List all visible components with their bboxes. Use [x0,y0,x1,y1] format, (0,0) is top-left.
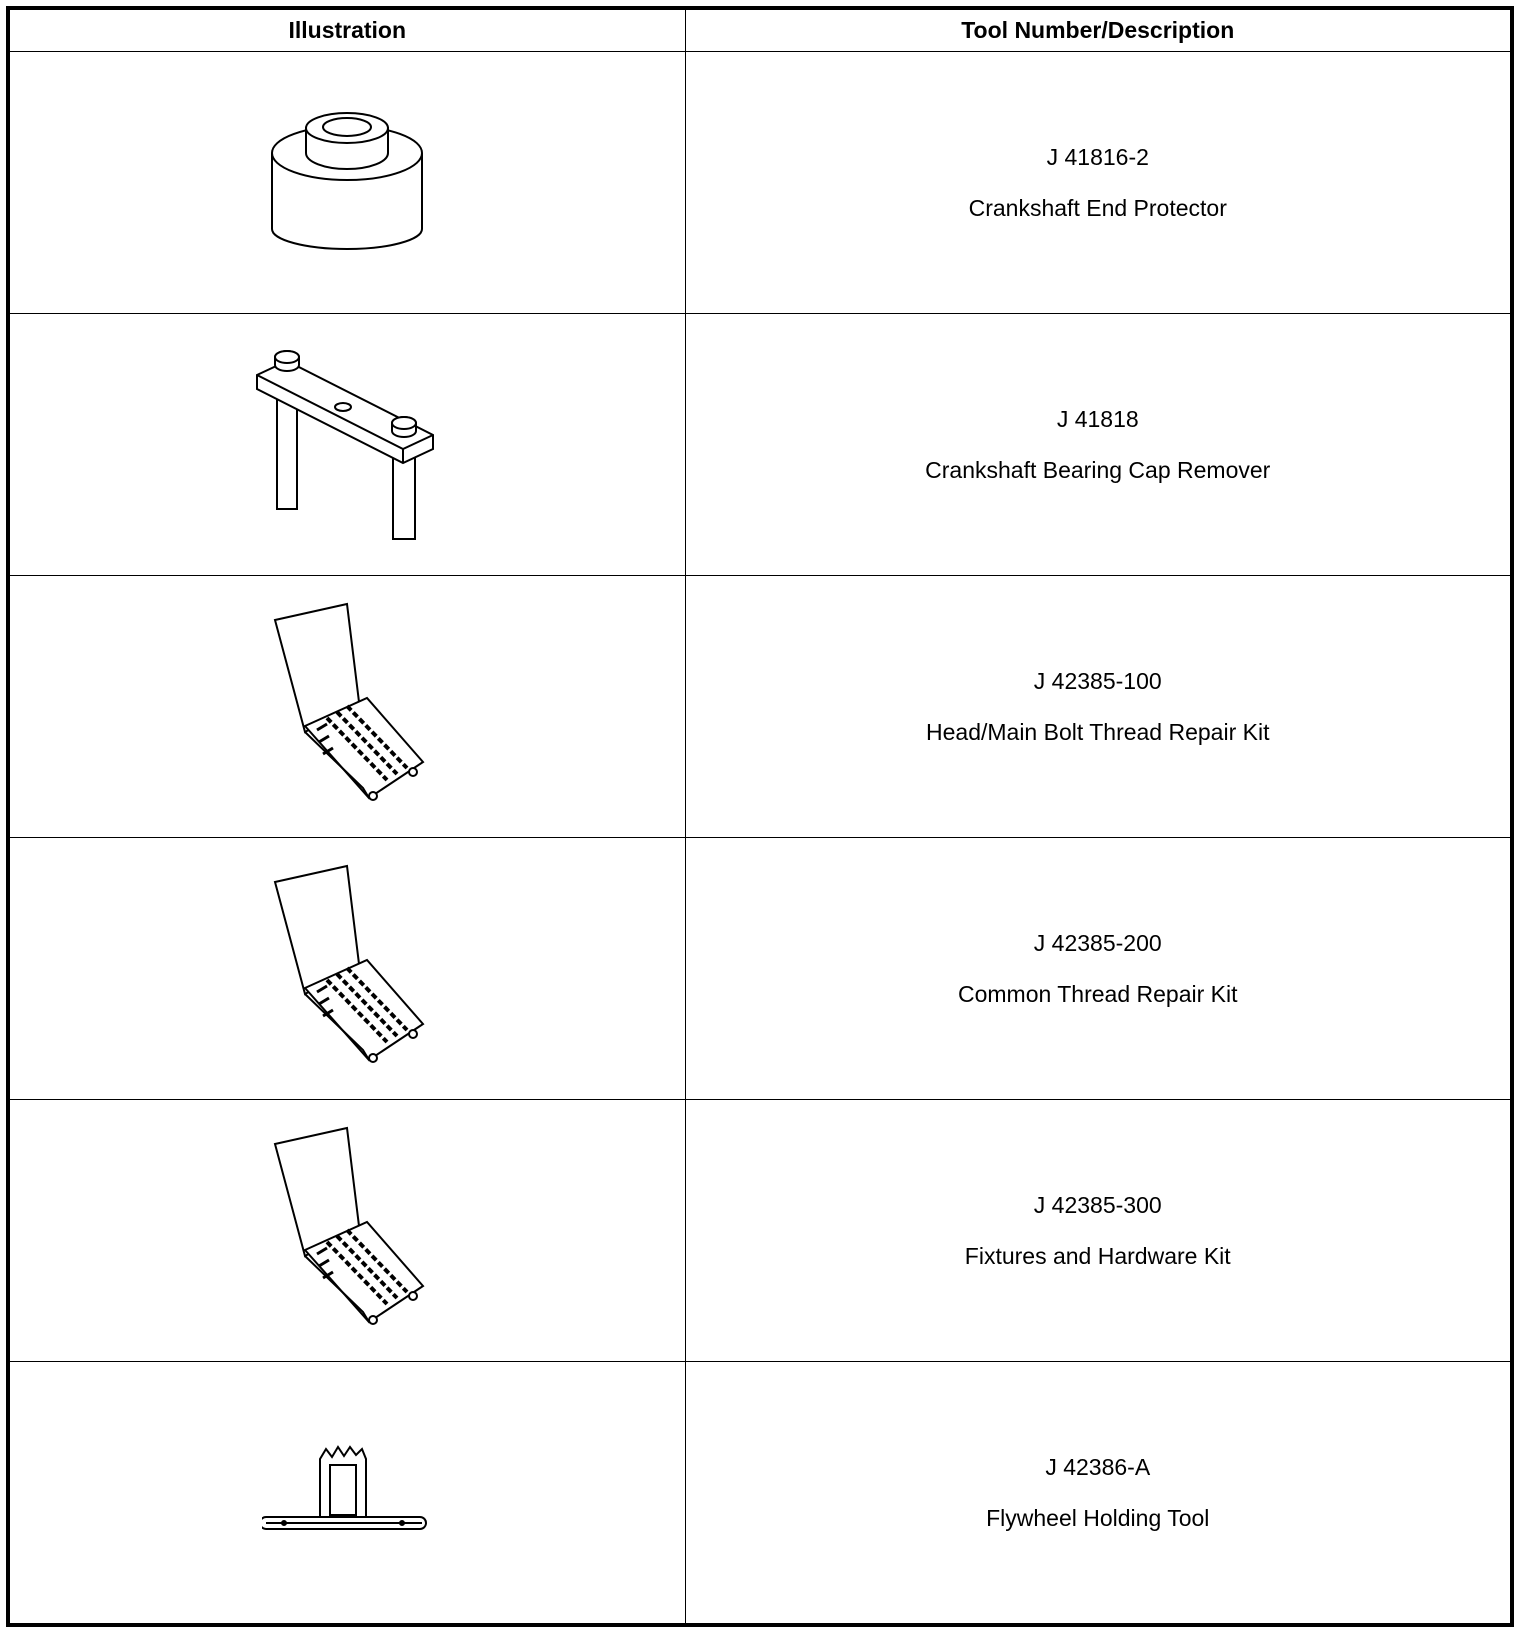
tool-description: Crankshaft End Protector [968,194,1227,221]
description-cell [685,576,1512,838]
tool-description: Fixtures and Hardware Kit [964,1242,1231,1269]
tool-description: Head/Main Bolt Thread Repair Kit [926,718,1270,745]
tool-number: J 42385-100 [1033,667,1162,694]
table-row [8,576,1512,838]
flywheel-holding-tool-icon [262,1443,432,1543]
tool-description: Common Thread Repair Kit [957,980,1238,1007]
illustration-cell [8,1100,685,1362]
tool-number: J 41818 [1056,405,1139,432]
table-row [8,52,1512,314]
description-cell [685,314,1512,576]
bearing-cap-remover-icon [247,345,447,545]
thread-repair-kit-case-icon [267,602,427,812]
table-row [8,1100,1512,1362]
illustration-cell [8,576,685,838]
description-cell [685,1362,1512,1626]
table-row [8,1362,1512,1626]
description-cell [685,1100,1512,1362]
tool-number: J 41816-2 [1046,143,1149,170]
illustration-cell [8,314,685,576]
special-tools-table [6,6,1514,1627]
description-cell [685,52,1512,314]
illustration-cell [8,52,685,314]
tool-number: J 42385-300 [1033,1191,1162,1218]
table-row [8,838,1512,1100]
illustration-column-header: Illustration [8,8,685,52]
illustration-cell [8,1362,685,1626]
tool-description: Flywheel Holding Tool [986,1504,1210,1531]
thread-repair-kit-case-icon [267,1126,427,1336]
table-row [8,314,1512,576]
tool-number: J 42386-A [1045,1453,1151,1480]
illustration-cell [8,838,685,1100]
tool-number: J 42385-200 [1033,929,1162,956]
tool-description: Crankshaft Bearing Cap Remover [925,456,1271,483]
header-row [8,8,1512,52]
description-column-header: Tool Number/Description [685,8,1512,52]
crankshaft-end-protector-icon [262,103,432,263]
thread-repair-kit-case-icon [267,864,427,1074]
description-cell [685,838,1512,1100]
